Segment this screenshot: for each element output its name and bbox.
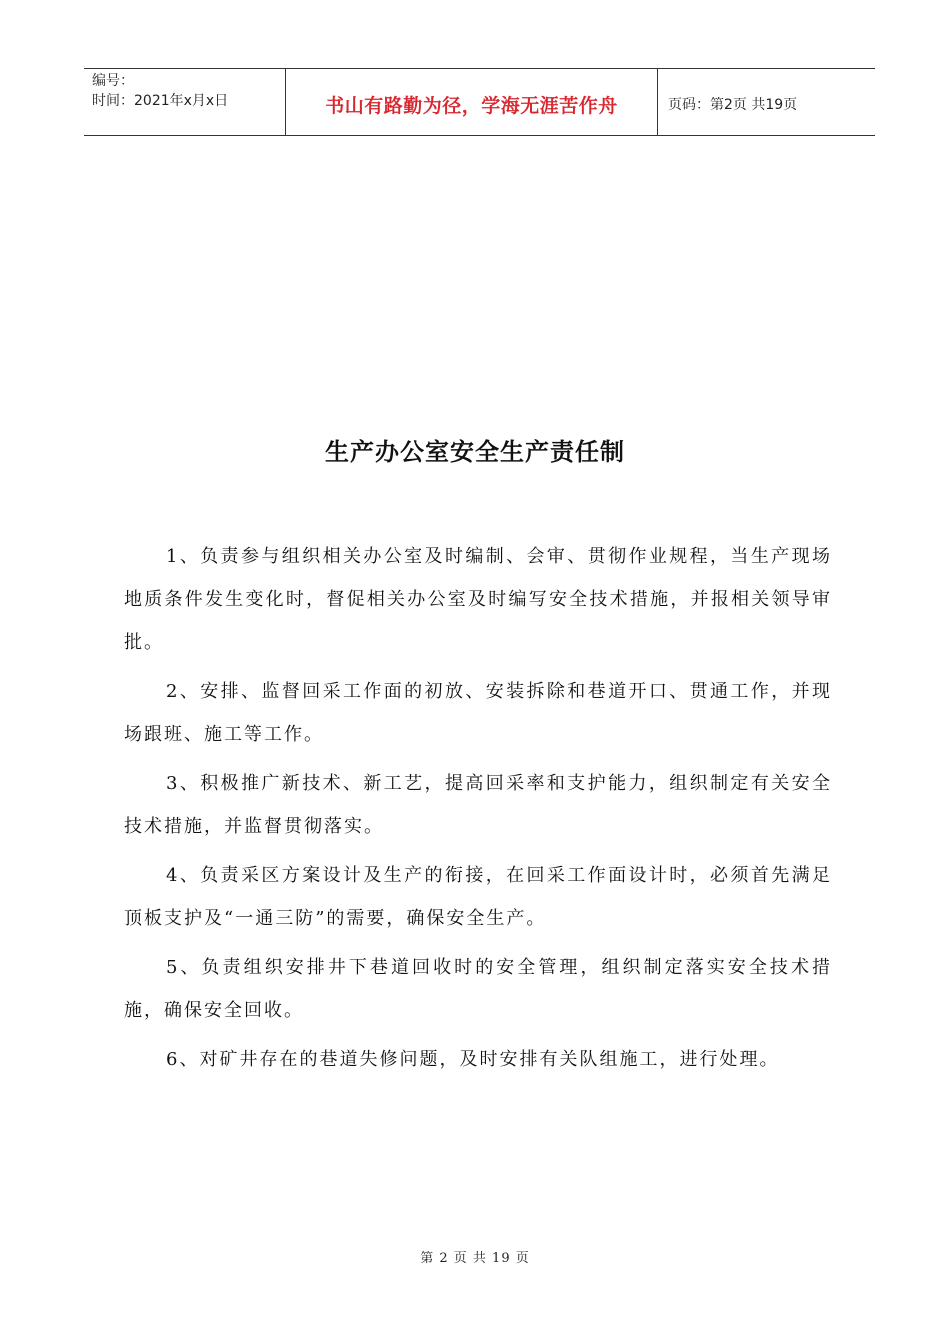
header-meta-cell: [84, 69, 286, 135]
paragraph-5: 5、负责组织安排井下巷道回收时的安全管理，组织制定落实安全技术措施，确保安全回收。: [124, 957, 832, 1021]
paragraph-4: 4、负责采区方案设计及生产的衔接，在回采工作面设计时，必须首先满足顶板支护及“一通三防”的需要，确保安全生产。: [124, 865, 832, 929]
header-page-cell: [658, 69, 875, 135]
number-label: 编号：: [92, 73, 134, 89]
motto-text: 书山有路勤为径，学海无涯苦作舟: [325, 94, 618, 117]
document-title: 生产办公室安全生产责任制: [325, 438, 625, 466]
paragraph-2: 2、安排、监督回采工作面的初放、安装拆除和巷道开口、贯通工作，并现场跟班、施工等工作。: [124, 681, 832, 745]
page-header: [84, 68, 875, 136]
page-label: 页码：第2页 共19页: [668, 97, 798, 113]
paragraph-1: 1、负责参与组织相关办公室及时编制、会审、贯彻作业规程，当生产现场地质条件发生变化时，督促相关办公室及时编写安全技术措施，并报相关领导审批。: [124, 546, 832, 653]
page-footer: 第 2 页 共 19 页: [420, 1251, 530, 1266]
header-motto-cell: [286, 69, 658, 135]
paragraph-3: 3、积极推广新技术、新工艺，提高回采率和支护能力，组织制定有关安全技术措施，并监督贯彻落实。: [124, 773, 832, 837]
paragraph-6: 6、对矿井存在的巷道失修问题，及时安排有关队组施工，进行处理。: [166, 1049, 780, 1070]
time-label: 时间：2021年x月x日: [92, 93, 229, 109]
document-body: [124, 535, 832, 1087]
